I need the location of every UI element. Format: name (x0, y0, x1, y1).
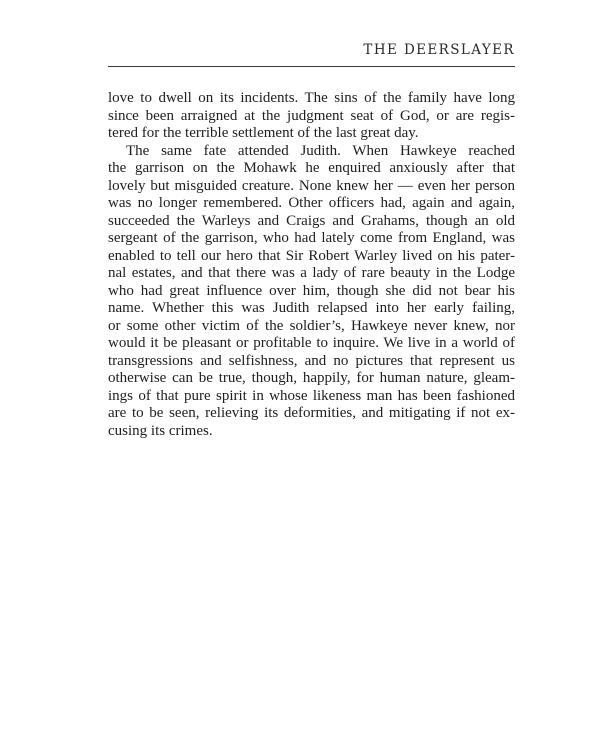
running-title: THE DEERSLAYER (363, 42, 515, 58)
text-line: otherwise can be true, though, happily, for human nature, gleam- (108, 370, 515, 386)
text-line: transgressions and selfishness, and no pictures that represent us (108, 352, 515, 369)
text-line: love to dwell on its incidents. The sins of the family have long (108, 90, 515, 106)
running-header (108, 40, 515, 67)
text-line: The same fate attended Judith. When Hawkeye reached (126, 142, 515, 159)
text-line: ings of that pure spirit in whose likeness man has been fashioned (108, 387, 515, 404)
text-line: cusing its crimes. (108, 422, 213, 439)
text-line: lovely but misguided creature. None knew her — even her person (108, 177, 515, 194)
text-line: succeeded the Warleys and Craigs and Grahams, though an old (108, 212, 515, 229)
text-line: enabled to tell our hero that Sir Robert Warley lived on his pater- (108, 247, 515, 264)
text-line: sergeant of the garrison, who had lately come from England, was (108, 230, 515, 246)
text-line: are to be seen, relieving its deformities, and mitigating if not ex- (108, 405, 515, 421)
body-text (108, 90, 515, 440)
text-line: name. Whether this was Judith relapsed into her early failing, (108, 300, 515, 316)
text-line: the garrison on the Mohawk he enquired anxiously after that (108, 160, 515, 176)
text-line: tered for the terrible settlement of the last great day. (108, 125, 419, 141)
text-line: who had great influence over him, though she did not bear his (108, 282, 515, 299)
paragraph (108, 90, 515, 143)
text-line: since been arraigned at the judgment seat of God, or are regis- (108, 107, 515, 124)
text-line: or some other victim of the soldier’s, Hawkeye never knew, nor (108, 317, 515, 334)
text-line: nal estates, and that there was a lady of rare beauty in the Lodge (108, 265, 515, 281)
paragraph (108, 143, 515, 441)
text-line: was no longer remembered. Other officers had, again and again, (108, 195, 515, 211)
text-line: would it be pleasant or profitable to inquire. We live in a world of (108, 335, 515, 351)
